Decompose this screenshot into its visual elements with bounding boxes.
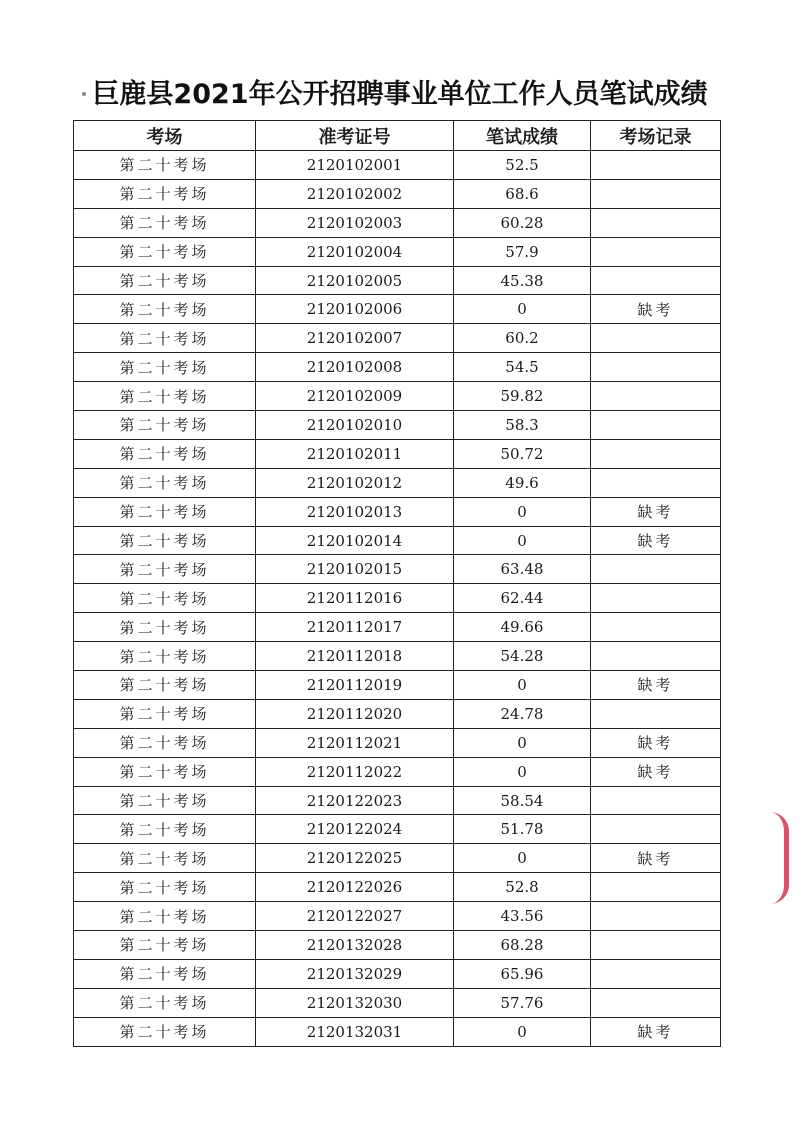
cell-written-score: 59.82	[454, 382, 591, 411]
cell-written-score: 65.96	[454, 959, 591, 988]
cell-exam-record: 缺考	[591, 295, 721, 324]
cell-exam-record: 缺考	[591, 1017, 721, 1046]
cell-exam-record	[591, 613, 721, 642]
table-row	[74, 353, 721, 382]
cell-ticket-number: 2120112021	[256, 728, 454, 757]
cell-written-score: 49.6	[454, 468, 591, 497]
cell-written-score: 62.44	[454, 584, 591, 613]
cell-exam-room: 第二十考场	[74, 757, 256, 786]
cell-exam-room: 第二十考场	[74, 497, 256, 526]
cell-exam-record	[591, 699, 721, 728]
table-row	[74, 757, 721, 786]
cell-exam-record	[591, 468, 721, 497]
table-row	[74, 439, 721, 468]
header-written-score: 笔试成绩	[454, 121, 591, 151]
cell-ticket-number: 2120122025	[256, 844, 454, 873]
cell-exam-record	[591, 931, 721, 960]
cell-written-score: 68.6	[454, 179, 591, 208]
cell-exam-record: 缺考	[591, 526, 721, 555]
page-title: 巨鹿县2021年公开招聘事业单位工作人员笔试成绩	[92, 79, 708, 110]
cell-written-score: 68.28	[454, 931, 591, 960]
cell-written-score: 50.72	[454, 439, 591, 468]
cell-ticket-number: 2120102001	[256, 151, 454, 180]
cell-written-score: 45.38	[454, 266, 591, 295]
table-row	[74, 526, 721, 555]
cell-exam-record: 缺考	[591, 671, 721, 700]
cell-ticket-number: 2120132031	[256, 1017, 454, 1046]
cell-exam-room: 第二十考场	[74, 208, 256, 237]
cell-exam-room: 第二十考场	[74, 902, 256, 931]
cell-ticket-number: 2120132029	[256, 959, 454, 988]
cell-exam-record	[591, 179, 721, 208]
cell-ticket-number: 2120102014	[256, 526, 454, 555]
table-row	[74, 815, 721, 844]
cell-ticket-number: 2120112017	[256, 613, 454, 642]
seal-stamp-fragment	[770, 812, 789, 904]
cell-ticket-number: 2120102013	[256, 497, 454, 526]
table-row	[74, 266, 721, 295]
table-row	[74, 497, 721, 526]
cell-written-score: 52.8	[454, 873, 591, 902]
cell-written-score: 0	[454, 844, 591, 873]
cell-ticket-number: 2120102007	[256, 324, 454, 353]
cell-ticket-number: 2120122023	[256, 786, 454, 815]
cell-written-score: 0	[454, 1017, 591, 1046]
cell-exam-record	[591, 902, 721, 931]
header-exam-room: 考场	[74, 121, 256, 151]
cell-written-score: 54.28	[454, 642, 591, 671]
table-row	[74, 237, 721, 266]
cell-written-score: 43.56	[454, 902, 591, 931]
cell-exam-room: 第二十考场	[74, 642, 256, 671]
cell-exam-room: 第二十考场	[74, 671, 256, 700]
cell-exam-room: 第二十考场	[74, 584, 256, 613]
cell-exam-room: 第二十考场	[74, 526, 256, 555]
cell-ticket-number: 2120112019	[256, 671, 454, 700]
cell-written-score: 58.3	[454, 411, 591, 440]
table-row	[74, 613, 721, 642]
cell-exam-record	[591, 988, 721, 1017]
cell-written-score: 63.48	[454, 555, 591, 584]
table-row	[74, 931, 721, 960]
table-row	[74, 786, 721, 815]
table-row	[74, 584, 721, 613]
cell-written-score: 0	[454, 497, 591, 526]
cell-ticket-number: 2120112020	[256, 699, 454, 728]
cell-exam-room: 第二十考场	[74, 353, 256, 382]
cell-exam-room: 第二十考场	[74, 988, 256, 1017]
table-body	[74, 151, 721, 1047]
table-row	[74, 382, 721, 411]
cell-ticket-number: 2120122027	[256, 902, 454, 931]
cell-exam-record	[591, 382, 721, 411]
table-row	[74, 324, 721, 353]
cell-ticket-number: 2120112016	[256, 584, 454, 613]
table-row	[74, 959, 721, 988]
cell-written-score: 0	[454, 671, 591, 700]
table-row	[74, 468, 721, 497]
cell-written-score: 57.76	[454, 988, 591, 1017]
cell-exam-record	[591, 208, 721, 237]
cell-ticket-number: 2120132030	[256, 988, 454, 1017]
table-row	[74, 642, 721, 671]
cell-written-score: 0	[454, 757, 591, 786]
cell-exam-room: 第二十考场	[74, 295, 256, 324]
cell-ticket-number: 2120102011	[256, 439, 454, 468]
table-row	[74, 671, 721, 700]
cell-exam-record: 缺考	[591, 844, 721, 873]
cell-exam-room: 第二十考场	[74, 324, 256, 353]
cell-written-score: 0	[454, 526, 591, 555]
cell-ticket-number: 2120102003	[256, 208, 454, 237]
cell-written-score: 57.9	[454, 237, 591, 266]
cell-ticket-number: 2120102004	[256, 237, 454, 266]
cell-exam-record	[591, 555, 721, 584]
cell-ticket-number: 2120112022	[256, 757, 454, 786]
cell-written-score: 49.66	[454, 613, 591, 642]
table-row	[74, 1017, 721, 1046]
cell-exam-room: 第二十考场	[74, 786, 256, 815]
cell-written-score: 24.78	[454, 699, 591, 728]
table-row	[74, 873, 721, 902]
cell-exam-room: 第二十考场	[74, 844, 256, 873]
cell-exam-room: 第二十考场	[74, 959, 256, 988]
cell-ticket-number: 2120102006	[256, 295, 454, 324]
cell-exam-room: 第二十考场	[74, 382, 256, 411]
cell-written-score: 60.2	[454, 324, 591, 353]
cell-exam-record	[591, 411, 721, 440]
cell-exam-room: 第二十考场	[74, 468, 256, 497]
cell-exam-room: 第二十考场	[74, 1017, 256, 1046]
cell-exam-record	[591, 873, 721, 902]
cell-exam-room: 第二十考场	[74, 873, 256, 902]
cell-exam-room: 第二十考场	[74, 411, 256, 440]
table-row	[74, 988, 721, 1017]
table-header-row	[74, 121, 721, 151]
cell-exam-record: 缺考	[591, 497, 721, 526]
cell-exam-record	[591, 324, 721, 353]
cell-exam-room: 第二十考场	[74, 931, 256, 960]
cell-exam-room: 第二十考场	[74, 728, 256, 757]
cell-ticket-number: 2120102002	[256, 179, 454, 208]
cell-exam-record	[591, 786, 721, 815]
cell-written-score: 0	[454, 728, 591, 757]
cell-exam-record: 缺考	[591, 757, 721, 786]
cell-written-score: 51.78	[454, 815, 591, 844]
table-row	[74, 179, 721, 208]
score-table	[73, 120, 721, 1047]
cell-exam-record	[591, 353, 721, 382]
table-row	[74, 699, 721, 728]
cell-exam-record	[591, 439, 721, 468]
cell-written-score: 60.28	[454, 208, 591, 237]
cell-ticket-number: 2120102009	[256, 382, 454, 411]
cell-written-score: 58.54	[454, 786, 591, 815]
cell-ticket-number: 2120102008	[256, 353, 454, 382]
cell-exam-record	[591, 959, 721, 988]
cell-ticket-number: 2120122024	[256, 815, 454, 844]
table-row	[74, 844, 721, 873]
header-exam-record: 考场记录	[591, 121, 721, 151]
table-row	[74, 411, 721, 440]
table-row	[74, 295, 721, 324]
cell-ticket-number: 2120102012	[256, 468, 454, 497]
cell-exam-room: 第二十考场	[74, 699, 256, 728]
cell-exam-record: 缺考	[591, 728, 721, 757]
cell-exam-record	[591, 642, 721, 671]
cell-exam-record	[591, 151, 721, 180]
cell-exam-room: 第二十考场	[74, 815, 256, 844]
header-ticket-number: 准考证号	[256, 121, 454, 151]
cell-exam-room: 第二十考场	[74, 151, 256, 180]
cell-exam-record	[591, 266, 721, 295]
cell-written-score: 52.5	[454, 151, 591, 180]
cell-ticket-number: 2120102015	[256, 555, 454, 584]
cell-ticket-number: 2120102010	[256, 411, 454, 440]
cell-exam-record	[591, 815, 721, 844]
cell-ticket-number: 2120132028	[256, 931, 454, 960]
cell-exam-room: 第二十考场	[74, 555, 256, 584]
cell-written-score: 0	[454, 295, 591, 324]
cell-ticket-number: 2120112018	[256, 642, 454, 671]
cell-exam-record	[591, 584, 721, 613]
cell-exam-room: 第二十考场	[74, 439, 256, 468]
table-row	[74, 902, 721, 931]
table-row	[74, 728, 721, 757]
cell-exam-room: 第二十考场	[74, 179, 256, 208]
cell-written-score: 54.5	[454, 353, 591, 382]
cell-exam-room: 第二十考场	[74, 613, 256, 642]
table-row	[74, 151, 721, 180]
cell-exam-room: 第二十考场	[74, 266, 256, 295]
table-row	[74, 555, 721, 584]
table-row	[74, 208, 721, 237]
cell-ticket-number: 2120122026	[256, 873, 454, 902]
cell-exam-record	[591, 237, 721, 266]
cell-exam-room: 第二十考场	[74, 237, 256, 266]
cell-ticket-number: 2120102005	[256, 266, 454, 295]
